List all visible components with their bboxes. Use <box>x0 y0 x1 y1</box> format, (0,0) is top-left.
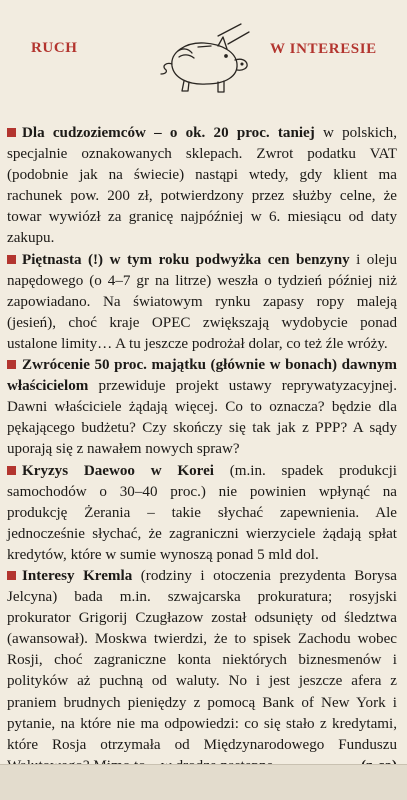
news-item <box>7 566 397 777</box>
item-headline: Interesy Kremla <box>22 567 133 584</box>
square-bullet-icon <box>7 571 16 580</box>
item-body: i oleju napędowego (o 4–7 gr na litrze) weszła o tydzień później niż zapowiadano. Na światowym rynku zapasy ropy maleją (jesień), choć kraje OPEC zwiększają wydobycie ponad ustalone limity… A tu jeszcze podrożał dolar, co też źle wróży. <box>7 251 397 352</box>
item-headline: Kryzys Daewoo w Korei <box>22 462 214 479</box>
item-headline: Zwrócenie 50 proc. majątku (głównie w bonach) dawnym właścicielom <box>7 357 397 395</box>
item-body: przewiduje projekt ustawy reprywatyzacyjnej. Dawni właściciele żądają więcej. Co to oznacza? będzie dla pękającego budżetu? Czy skończy się tak jak z PPP? A sądy uporają się z nawałem nowych spraw? <box>7 378 397 458</box>
news-item <box>7 250 397 355</box>
item-body: (m.in. spadek produkcji samochodów o 30–40 proc.) nie powinien wpłynąć na produkcję Żerania – takie słychać zapewnienia. Ale jednocześnie słychać, że zagraniczni wierzyciele żądają spłat kredytów, które w sumie wynoszą ponad 5 mld dol. <box>7 462 397 563</box>
column-header <box>0 0 407 110</box>
square-bullet-icon <box>7 466 16 475</box>
square-bullet-icon <box>7 128 16 137</box>
rubric-right-title: W INTERESIE <box>270 41 377 57</box>
item-body: w polskich, specjalnie oznakowanych sklepach. Zwrot podatku VAT (podobnie jak na świecie) nastąpi wtedy, gdy klient ma rachunek pow. 200 zł, potwierdzony przez służby celne, że towar wywiózł za granicę najpóźniej w 6. miesiącu od daty zakupu. <box>7 125 397 247</box>
item-headline: Piętnasta (!) w tym roku podwyżka cen benzyny <box>22 251 350 268</box>
item-headline: Dla cudzoziemców – o ok. 20 proc. taniej <box>22 125 315 141</box>
news-item <box>7 123 397 250</box>
rubric-left-title: RUCH <box>31 40 78 56</box>
news-briefs <box>7 123 397 777</box>
page-bottom-margin <box>0 765 407 800</box>
item-body: (rodziny i otoczenia prezydenta Borysa Jelcyna) bada m.in. szwajcarska prokuratura; rosyjski prokurator Grigorij Czugłazow został odsunięty od śledztwa (awansował). Moskwa twierdzi, że to spisek Zachodu wobec Rosji, choć zagraniczne konta niektórych biznesmenów i polityków aż puchną od waluty. No i jest jeszcze afera z praniem brudnych pieniędzy z pomocą Bank of New York i pytanie, na które nie ma odpowiedzi: co się stało z kredytami, które Rosja otrzymała od Międzynarodowego Funduszu <box>7 567 397 753</box>
news-item <box>7 355 397 460</box>
square-bullet-icon <box>7 360 16 369</box>
square-bullet-icon <box>7 255 16 264</box>
piggy-bank-sketch-icon <box>148 18 258 100</box>
news-item <box>7 461 397 566</box>
